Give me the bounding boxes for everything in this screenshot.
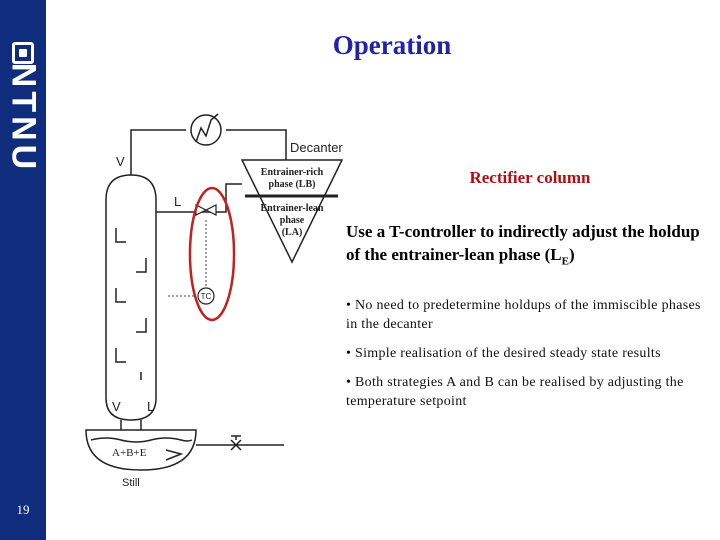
label-reflux: L	[174, 194, 182, 209]
label-lean-1: Entrainer-lean	[260, 203, 324, 214]
label-vapour-bottom: V	[112, 399, 121, 414]
page-number: 19	[16, 502, 30, 517]
main-statement-end: )	[568, 245, 575, 264]
label-lean-2: phase	[279, 215, 305, 226]
main-statement-text: Use a T-controller to indirectly adjust the holdup of the entrainer-lean phase (L	[346, 222, 700, 264]
slide-title: Operation	[332, 30, 452, 60]
label-liquid-bottom: L	[147, 399, 155, 414]
subtitle: Rectifier column	[469, 168, 591, 187]
label-still: Still	[122, 477, 140, 489]
label-decanter: Decanter	[290, 140, 343, 155]
sidebar	[0, 0, 46, 540]
main-statement-subscript: E	[561, 255, 569, 268]
label-rich-2: phase (LB)	[268, 179, 316, 190]
label-vapour-top: V	[116, 154, 125, 169]
label-lean-3: (LA)	[281, 227, 303, 238]
rectifier-column-diagram	[46, 0, 376, 540]
label-still-content: A+B+E	[112, 447, 147, 459]
bullet-item: • No need to predetermine holdups of the immiscible phases in the decanter	[346, 298, 701, 332]
bullet-item: • Both strategies A and B can be realised by adjusting the temperature setpoint	[346, 375, 684, 409]
bullet-item: • Simple realisation of the desired steady state results	[346, 346, 661, 361]
main-statement	[346, 220, 711, 273]
logo-text: NTNU	[4, 62, 43, 174]
label-tc: TC	[200, 292, 212, 301]
label-rich-1: Entrainer-rich	[260, 167, 324, 178]
